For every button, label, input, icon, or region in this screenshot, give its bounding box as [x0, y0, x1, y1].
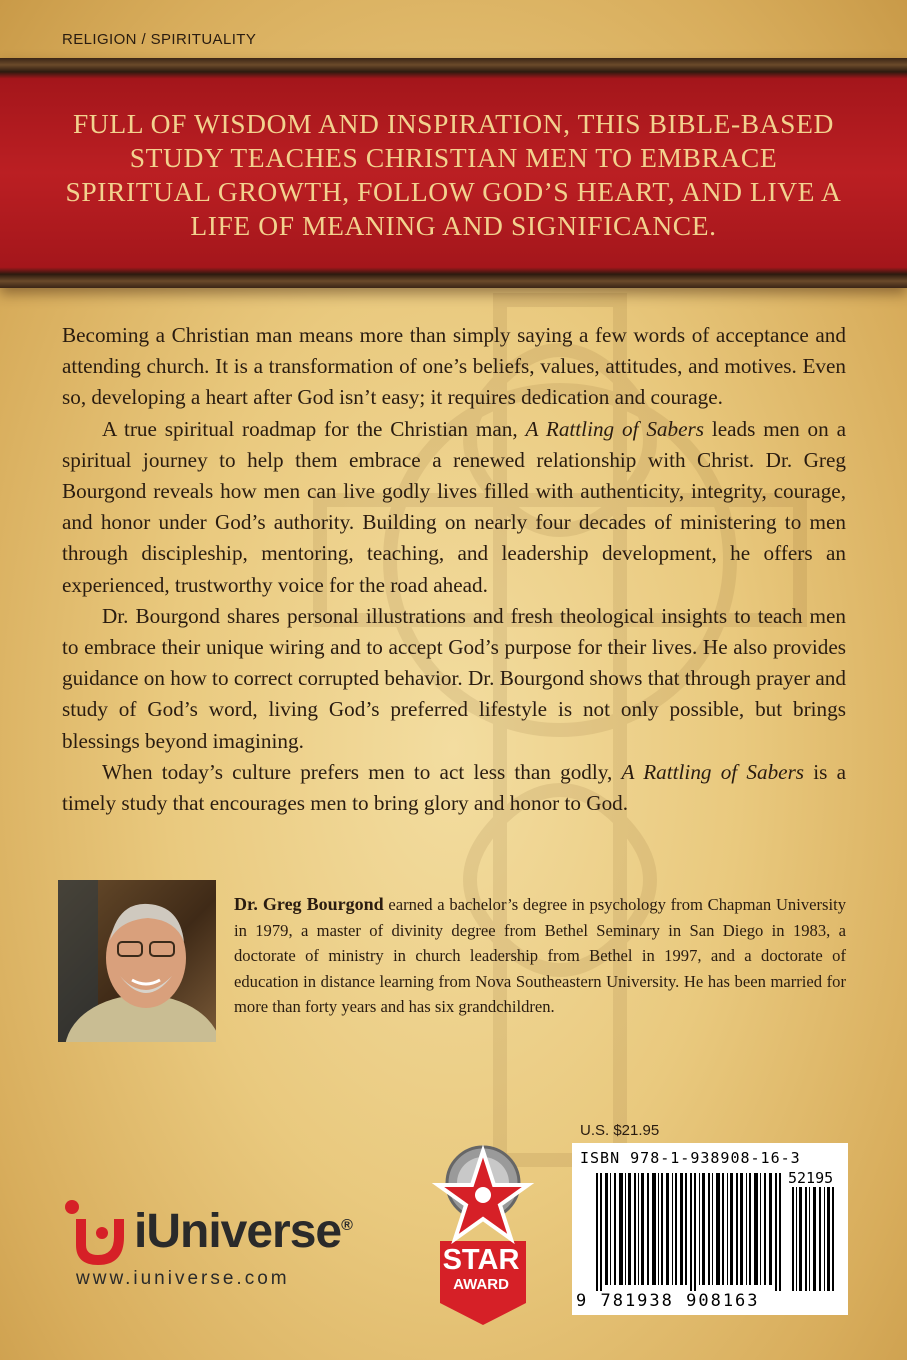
isbn-label: ISBN 978-1-938908-16-3: [580, 1149, 801, 1167]
price: U.S. $21.95: [580, 1122, 660, 1139]
category-label: RELIGION / SPIRITUALITY: [62, 31, 257, 48]
author-bio: [234, 892, 846, 1020]
barcode-addon: 52195: [788, 1169, 834, 1187]
ean-digits: 9 781938 908163: [576, 1291, 760, 1311]
trademark-mark: ®: [341, 1217, 352, 1234]
barcode: [572, 1143, 848, 1315]
blurb-paragraph-2: [62, 414, 846, 601]
blurb-paragraph-2-start: A true spiritual roadmap for the Christian man,: [102, 416, 526, 441]
blurb-paragraph-2-end: leads men on a spiritual journey to help them embrace a renewed relationship with Christ. Dr. Greg Bourgond reveals how men can live godly lives filled with authenticity, integrity, courage, and honor under God’s authority. Building on nearly four decades of ministering to men through discipleship, mentoring, teaching, and leadership development, he offers an experienced, trustworthy voice for the road ahead.: [62, 416, 846, 597]
blurb-paragraph-3: Dr. Bourgond shares personal illustrations and fresh theological insights to teach men to embrace their unique wiring and to accept God’s purpose for their lives. He also provides guidance on how to correct corrupted behavior. Dr. Bourgond shows that through prayer and study of God’s word, living God’s preferred lifestyle is not only possible, but brings blessings beyond imagining.: [62, 603, 846, 753]
publisher-name-text: iUniverse: [134, 1205, 342, 1258]
blurb-paragraph-4-start: When today’s culture prefers men to act less than godly,: [102, 759, 622, 784]
author-name: Dr. Greg Bourgond: [234, 894, 384, 914]
publisher-url: www.iuniverse.com: [76, 1268, 290, 1289]
author-bio-text: earned a bachelor’s degree in psychology from Chapman University in 1979, a master of divinity degree from Bethel Seminary in San Diego in 1983, a doctorate of ministry in church leadership from Bethel in 1997, and a doctorate of education in distance learning from Nova Southeastern University. He has been married for more than forty years and has six grandchildren.: [234, 895, 846, 1016]
blurb-paragraph-4: [62, 757, 846, 819]
author-photo: [58, 880, 216, 1042]
book-title-repeat: A Rattling of Sabers: [621, 759, 805, 784]
blurb-paragraph-4-end: is a timely study that encourages men to bring glory and honor to God.: [62, 759, 846, 816]
book-title: A Rattling of Sabers: [525, 416, 704, 441]
star-award-badge-icon: [420, 1143, 540, 1328]
book-blurb: [62, 320, 846, 819]
award-label-award: AWARD: [453, 1276, 509, 1293]
barcode-bars: [586, 1173, 836, 1293]
publisher-name: [134, 1204, 352, 1259]
tagline-text: FULL OF WISDOM AND INSPIRATION, THIS BIBLE-BASED STUDY TEACHES CHRISTIAN MEN TO EMBRACE SPIRITUAL GROWTH, FOLLOW GOD’S HEART, AND LIVE A LIFE OF MEANING AND SIGNIFICANCE.: [65, 108, 842, 241]
award-label-star: STAR: [442, 1244, 520, 1276]
iuniverse-logo-icon: [62, 1193, 134, 1265]
author-portrait-illustration: [58, 880, 216, 1042]
blurb-paragraph-1: Becoming a Christian man means more than simply saying a few words of acceptance and attending church. It is a transformation of one’s beliefs, values, attitudes, and motives. Even so, developing a heart after God isn’t easy; it requires dedication and courage.: [62, 323, 846, 410]
